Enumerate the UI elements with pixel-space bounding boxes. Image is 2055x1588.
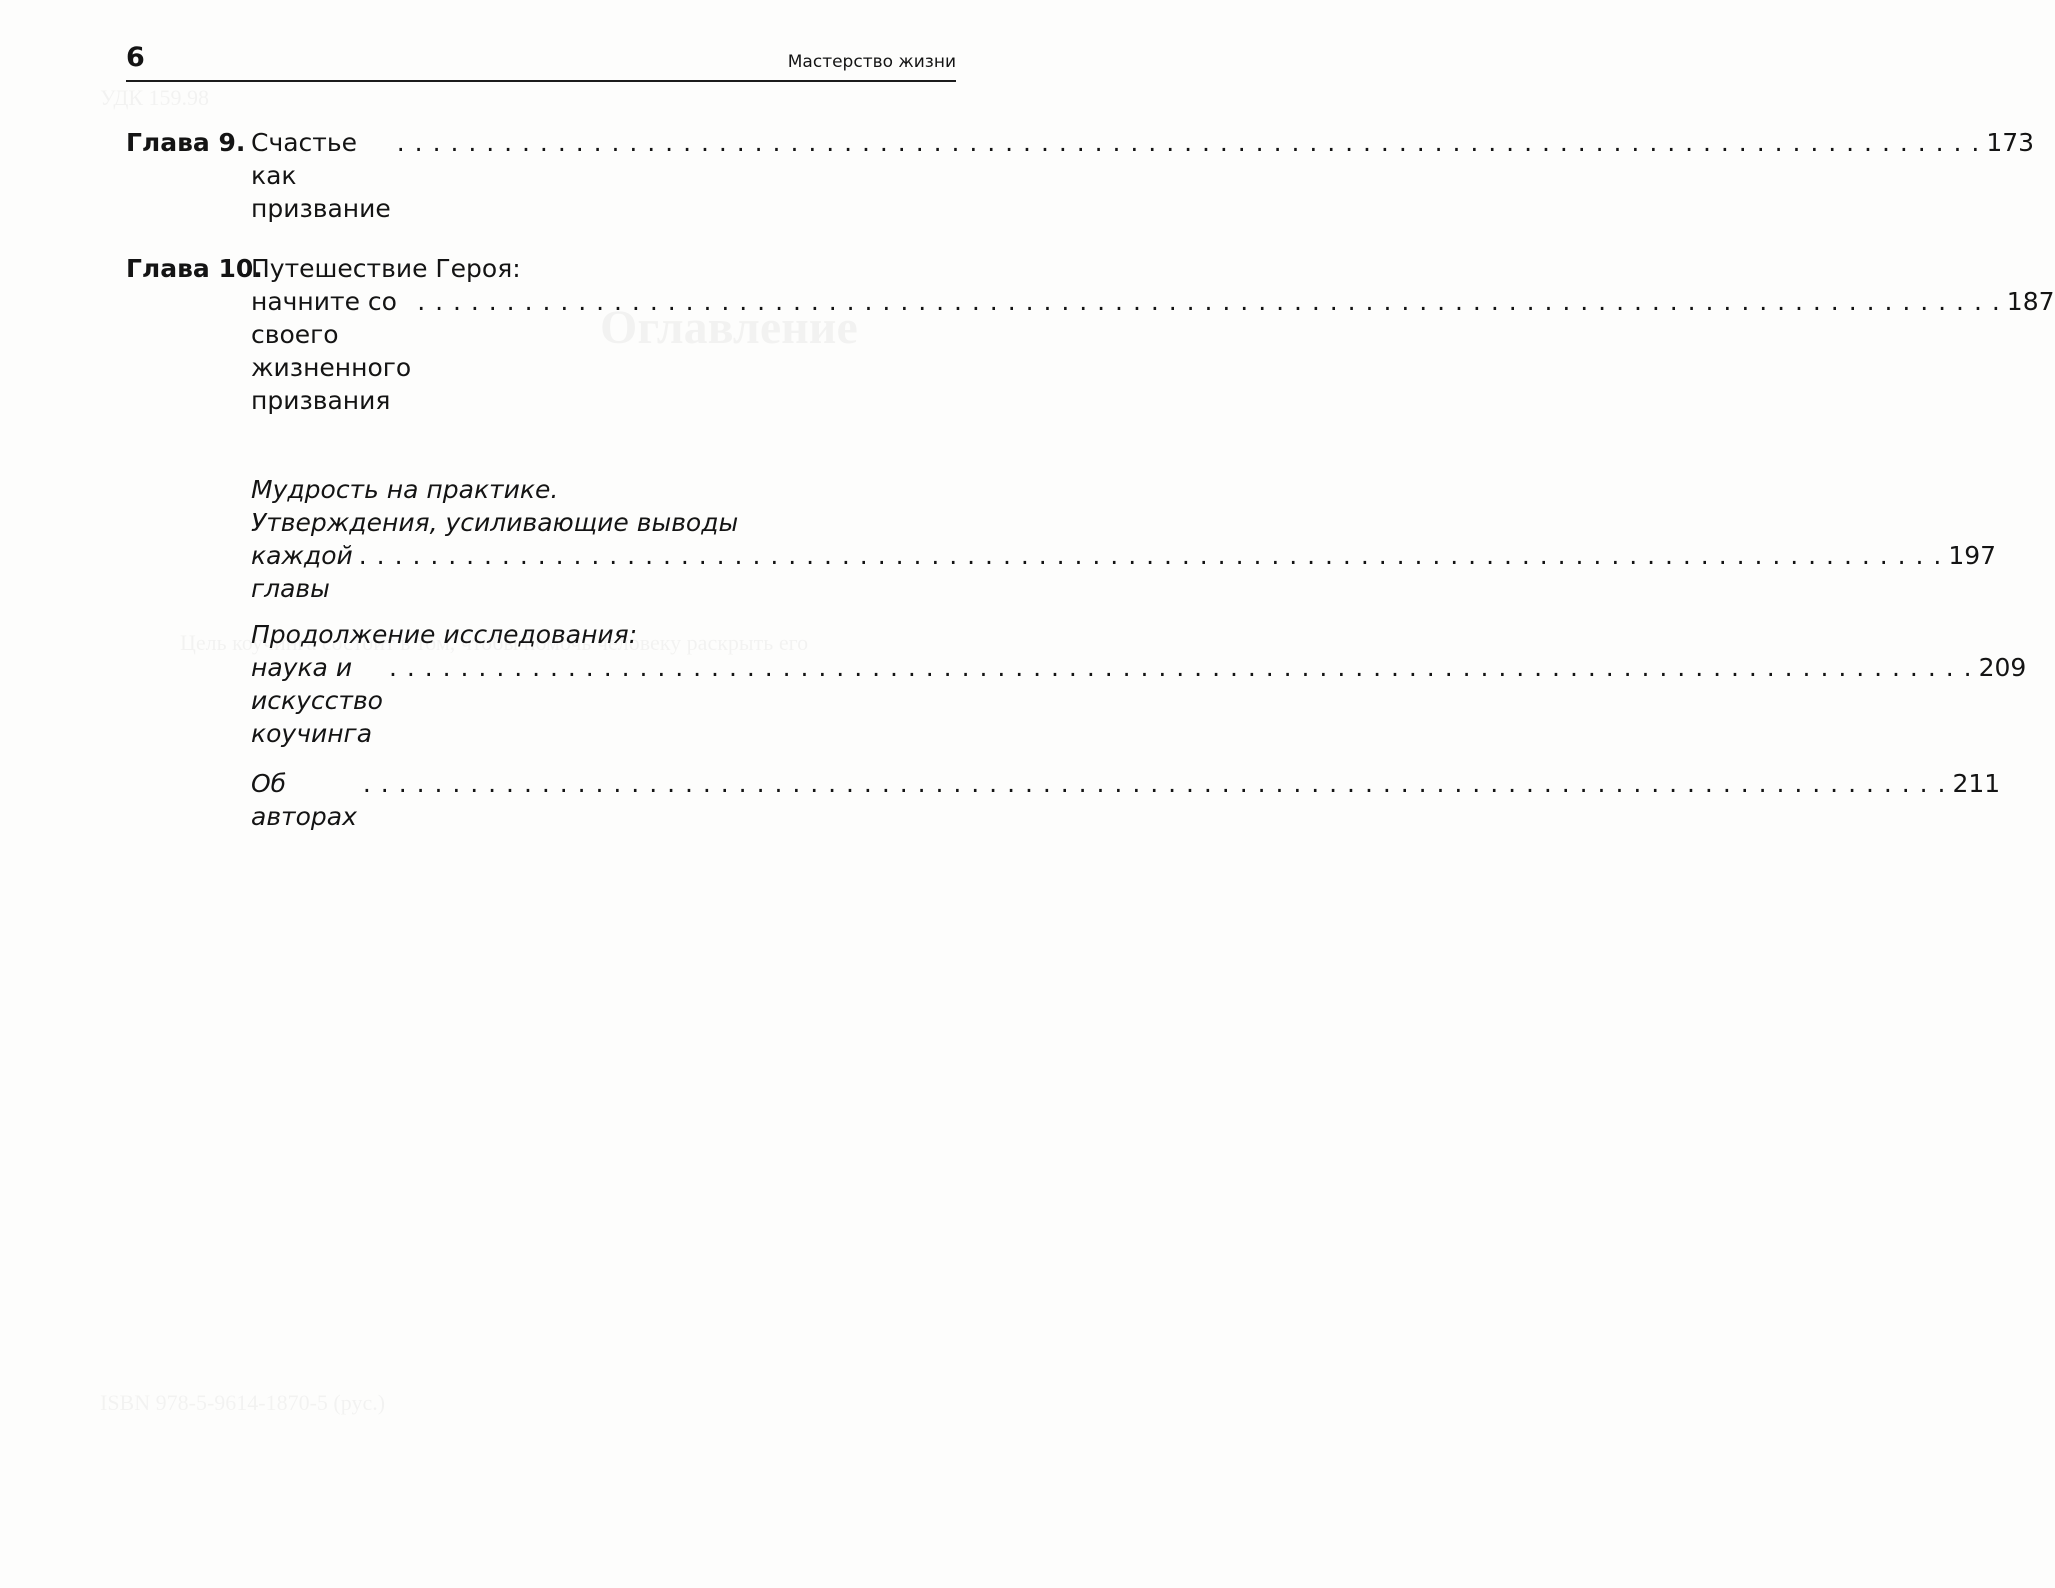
entry-title-line: Продолжение исследования: [251, 620, 638, 649]
entry-title-line: наука и искусство коучинга [251, 653, 383, 748]
chapter-label [126, 473, 251, 605]
running-title: Мастерство жизни [787, 52, 956, 72]
chapter-label [126, 618, 251, 750]
entry-title-line: Утверждения, усиливающие выводы [251, 508, 739, 537]
entry-title-line: начните со своего жизненного призвания [251, 287, 412, 415]
entry-title [251, 767, 2000, 833]
entry-title [251, 473, 1996, 605]
dot-leader [397, 126, 1981, 159]
page-number: 6 [126, 42, 145, 73]
dot-leader [417, 285, 2001, 318]
table-of-contents [126, 126, 2055, 833]
entry-title-line: Мудрость на практике. [251, 475, 559, 504]
chapter-label: Глава 10. [126, 254, 263, 283]
toc-entry [126, 126, 2035, 225]
toc-entry [126, 252, 2055, 417]
chapter-label: Глава 9. [126, 128, 246, 157]
dot-leader [363, 767, 1947, 800]
dot-leader [389, 651, 1973, 684]
toc-entry [126, 473, 1997, 605]
dot-leader [359, 539, 1943, 572]
entry-page-number: 211 [1952, 769, 2001, 798]
entry-page-number: 187 [2006, 287, 2055, 316]
entry-title-line: Счастье как призвание [251, 128, 391, 223]
toc-entry [126, 767, 2001, 833]
entry-title-line: каждой главы [251, 541, 353, 603]
entry-page-number: 197 [1948, 541, 1997, 570]
entry-title [251, 252, 2055, 417]
entry-title-line: Об авторах [251, 769, 357, 831]
show-through-text [100, 1390, 385, 1416]
show-through-text [100, 85, 209, 111]
entry-title [251, 618, 2026, 750]
entry-page-number: 173 [1986, 128, 2035, 157]
entry-title [251, 126, 2034, 225]
chapter-label [126, 767, 251, 833]
entry-title-line: Путешествие Героя: [251, 254, 521, 283]
page-header [126, 40, 956, 82]
entry-page-number: 209 [1978, 653, 2027, 682]
toc-entry [126, 618, 2027, 750]
